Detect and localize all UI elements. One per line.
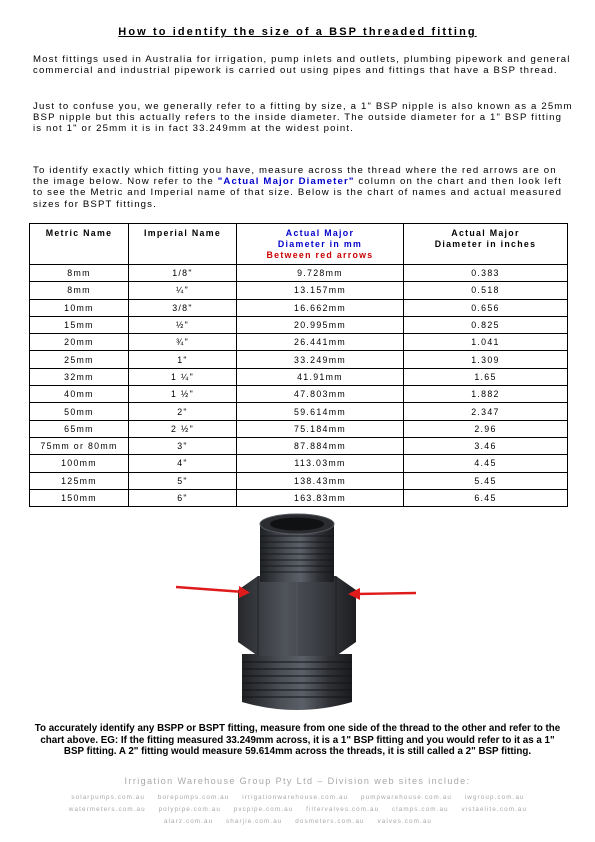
red-arrow-right-icon [348,588,416,600]
cell-mm: 20.995mm [237,316,404,333]
cell-imperial: ¼" [129,282,237,299]
instructions-text-start: To identify exactly which fitting you have, measure across the thread where the red arrows are on the image below. Now refer to the [33,165,557,188]
cell-metric: 8mm [30,265,129,282]
cell-metric: 15mm [30,316,129,333]
table-row [30,472,568,489]
bsp-size-table [29,223,568,507]
cell-mm: 163.83mm [237,489,404,506]
cell-mm: 47.803mm [237,386,404,403]
cell-inches: 1.65 [404,368,568,385]
table-row [30,316,568,333]
cell-mm: 75.184mm [237,420,404,437]
table-row [30,334,568,351]
cell-imperial: 3/8" [129,299,237,316]
upper-thread [260,514,334,582]
intro-paragraph: Most fittings used in Australia for irrigation, pump inlets and outlets, plumbing pipework and general commercial and industrial pipework is carried out using pipes and fittings that have a BSP thread. [33,54,571,77]
cell-imperial: 4" [129,455,237,472]
table-row [30,351,568,368]
table-row [30,368,568,385]
cell-imperial: 6" [129,489,237,506]
cell-mm: 41.91mm [237,368,404,385]
lower-thread [242,654,352,710]
cell-mm: 13.157mm [237,282,404,299]
cell-metric: 50mm [30,403,129,420]
header-mm-line3: Between red arrows [266,250,374,260]
table-row [30,299,568,316]
header-metric-name: Metric Name [30,224,129,265]
cell-imperial: 1 ½" [129,386,237,403]
header-imperial-name: Imperial Name [129,224,237,265]
cell-imperial: 1/8" [129,265,237,282]
header-in-line2: Diameter in inches [434,239,537,249]
cell-inches: 0.656 [404,299,568,316]
cell-metric: 125mm [30,472,129,489]
cell-metric: 75mm or 80mm [30,437,129,454]
cell-mm: 59.614mm [237,403,404,420]
cell-inches: 0.518 [404,282,568,299]
cell-inches: 2.347 [404,403,568,420]
cell-imperial: ¾" [129,334,237,351]
cell-inches: 3.46 [404,437,568,454]
cell-metric: 40mm [30,386,129,403]
cell-inches: 1.882 [404,386,568,403]
table-row [30,386,568,403]
cell-imperial: 3" [129,437,237,454]
cell-imperial: 1 ¼" [129,368,237,385]
cell-imperial: 2 ½" [129,420,237,437]
cell-imperial: 5" [129,472,237,489]
header-in-line1: Actual Major [451,228,520,238]
cell-inches: 5.45 [404,472,568,489]
cell-mm: 9.728mm [237,265,404,282]
cell-inches: 1.041 [404,334,568,351]
cell-inches: 6.45 [404,489,568,506]
table-row [30,420,568,437]
footer-sites-line-3: alarz.com.au sharjie.com.au dosmeters.com.au valves.com.au [163,818,433,825]
cell-inches: 2.96 [404,420,568,437]
cell-metric: 20mm [30,334,129,351]
header-actual-diameter-mm [237,224,404,265]
cell-mm: 113.03mm [237,455,404,472]
hex-nut [238,576,356,656]
actual-major-diameter-highlight: "Actual Major Diameter" [217,176,355,188]
table-header-row [30,224,568,265]
cell-metric: 32mm [30,368,129,385]
instructions-text-end: column on the chart and then look left to see the Metric and Imperial name of that size. Below is the chart of names and actual measured sizes for BSPT fittings. [33,176,563,210]
table-row [30,282,568,299]
cell-metric: 8mm [30,282,129,299]
cell-imperial: 1" [129,351,237,368]
footer-company: Irrigation Warehouse Group Pty Ltd – Division web sites include: [124,776,471,786]
table-row [30,437,568,454]
header-mm-line2: Diameter in mm [277,239,363,249]
bsp-hex-nipple-fitting-photo [160,506,435,714]
measure-instructions-paragraph [33,165,573,210]
table-row [30,403,568,420]
table-row [30,265,568,282]
cell-inches: 4.45 [404,455,568,472]
cell-imperial: 2" [129,403,237,420]
cell-inches: 0.825 [404,316,568,333]
cell-metric: 25mm [30,351,129,368]
page-title: How to identify the size of a BSP threaded fitting [118,26,477,38]
cell-mm: 138.43mm [237,472,404,489]
footer-sites-line-2: watermeters.com.au polypipe.com.au pvcpipe.com.au filtervalves.com.au clamps.com.au vistaelite.com.au [68,806,528,813]
cell-metric: 10mm [30,299,129,316]
cell-mm: 87.884mm [237,437,404,454]
cell-metric: 150mm [30,489,129,506]
table-row [30,489,568,506]
header-actual-diameter-inches [404,224,568,265]
cell-inches: 0.383 [404,265,568,282]
footer-sites-line-1: solarpumps.com.au borepumps.com.au irrigationwarehouse.com.au pumpwarehouse.com.au iwgroup.com.au [71,794,525,801]
cell-imperial: ½" [129,316,237,333]
cell-metric: 65mm [30,420,129,437]
cell-mm: 26.441mm [237,334,404,351]
size-explanation-paragraph: Just to confuse you, we generally refer to a fitting by size, a 1" BSP nipple is also known as a 25mm BSP nipple but this actually refers to the inside diameter. The outside diameter for a 1" BSP fitting is not 1" or 25mm it is in fact 33.249mm at the widest point. [33,101,573,135]
cell-inches: 1.309 [404,351,568,368]
table-row [30,455,568,472]
cell-metric: 100mm [30,455,129,472]
header-mm-line1: Actual Major [285,228,355,238]
cell-mm: 33.249mm [237,351,404,368]
cell-mm: 16.662mm [237,299,404,316]
measurement-example-note: To accurately identify any BSPP or BSPT fitting, measure from one side of the thread to the other and refer to the chart above. EG: If the fitting measured 33.249mm across, it is a 1" BSP fitting and you would refer to it as a 1" BSP fitting. A 2" fitting would measure 59.614mm across the threads, it is still called a 2" BSP fitting. [34,723,561,757]
